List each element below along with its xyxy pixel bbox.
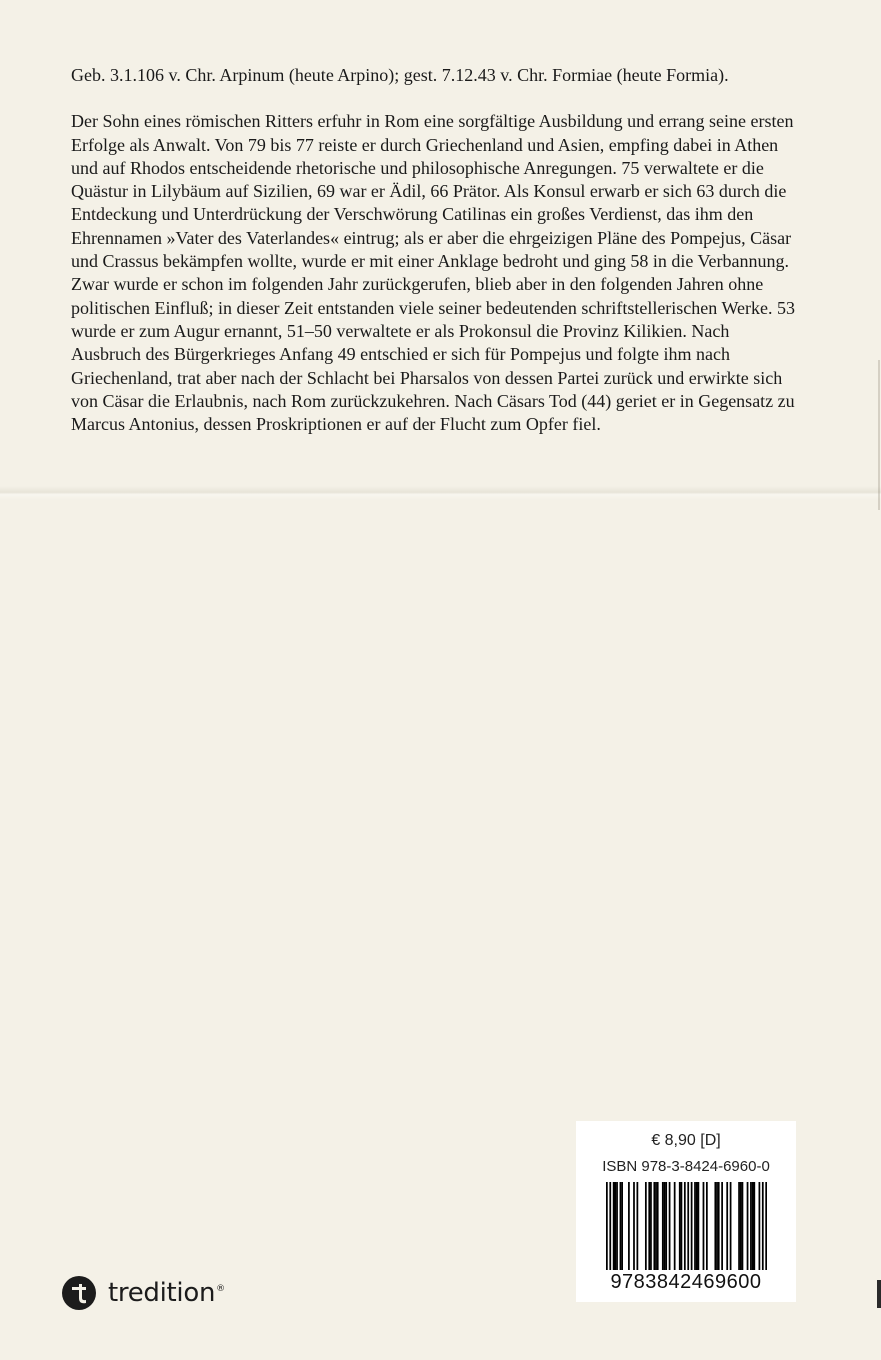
barcode-bar	[616, 1182, 618, 1270]
barcode-bar	[655, 1182, 657, 1270]
barcode-bar	[726, 1182, 728, 1270]
barcode-bar	[765, 1182, 767, 1270]
barcode-bar	[653, 1182, 655, 1270]
publisher-name	[108, 1278, 225, 1308]
page-edge-mark	[877, 1280, 881, 1308]
barcode-bar	[753, 1182, 755, 1270]
barcode-bar	[628, 1182, 630, 1270]
tredition-logo-icon	[62, 1276, 96, 1310]
price-text: € 8,90 [D]	[651, 1132, 721, 1149]
barcode-bar	[718, 1182, 720, 1270]
barcode-bar	[714, 1182, 716, 1270]
barcode-bar	[664, 1182, 666, 1270]
publisher-logo	[62, 1275, 225, 1311]
author-dates: Geb. 3.1.106 v. Chr. Arpinum (heute Arpino); gest. 7.12.43 v. Chr. Formiae (heute Formia).	[71, 65, 729, 85]
barcode-bar	[606, 1182, 608, 1270]
barcode-bar	[669, 1182, 671, 1270]
barcode-bar	[650, 1182, 652, 1270]
barcode-bar	[614, 1182, 616, 1270]
barcode-bar	[706, 1182, 708, 1270]
barcode-bar	[698, 1182, 700, 1270]
barcode-bar	[740, 1182, 742, 1270]
back-cover-blurb	[71, 64, 801, 436]
barcode-bar	[687, 1182, 689, 1270]
barcode-bar	[613, 1182, 615, 1270]
barcode-bar	[716, 1182, 718, 1270]
barcode-bar	[609, 1182, 611, 1270]
barcode-bar	[681, 1182, 683, 1270]
registered-mark: ®	[216, 1284, 225, 1295]
barcode-bar	[752, 1182, 754, 1270]
barcode-bar	[665, 1182, 667, 1270]
barcode-bar	[674, 1182, 676, 1270]
barcode-bar	[684, 1182, 686, 1270]
barcode-number: 9783842469600	[610, 1271, 762, 1293]
author-biography: Der Sohn eines römischen Ritters erfuhr in Rom eine sorgfältige Ausbildung und errang seine ersten Erfolge als Anwalt. Von 79 bis 77 reiste er durch Griechenland und Asien, empfing dabei in Athen und auf Rhodos entscheidende rhetorische und philosophische Anregungen. 75 verwaltete er die Quästur in Lilybäum auf Sizilien, 69 war er Ädil, 66 Prätor. Als Konsul erwarb er sich 63 durch die Entdeckung und Unterdrückung der Verschwörung Catilinas ein großes Verdienst, das ihm den Ehrennamen »Vater des Vaterlandes« eintrug; als er aber die ehrgeizigen Pläne des Pompejus, Cäsar und Crassus bekämpfen wollte, wurde er mit einer Anklage bedroht und ging 58 in die Verbannung. Zwar wurde er schon im folgenden Jahr zurückgerufen, blieb aber in den folgenden Jahren ohne politischen Einfluß; in dieser Zeit entstanden viele seiner bedeutenden schriftstellerischen Werke. 53 wurde er zum Augur ernannt, 51–50 verwaltete er als Prokonsul die Provinz Kilikien. Nach Ausbruch des Bürgerkrieges Anfang 49 entschied er sich für Pompejus und folgte ihm nach Griechenland, trat aber nach der Schlacht bei Pharsalos von dessen Partei zurück und erwirkte sich von Cäsar die Erlaubnis, nach Rom zurückzukehren. Nach Cäsars Tod (44) geriet er in Gegensatz zu Marcus Antonius, dessen Proskriptionen er auf der Flucht zum Opfer fiel.	[71, 111, 795, 435]
barcode-bar	[762, 1182, 764, 1270]
barcode-bar	[730, 1182, 732, 1270]
barcode	[606, 1182, 767, 1270]
barcode-bar	[738, 1182, 740, 1270]
barcode-bar	[750, 1182, 752, 1270]
barcode-bar	[648, 1182, 650, 1270]
barcode-bar	[621, 1182, 623, 1270]
publisher-name-text: tredition	[108, 1278, 216, 1308]
barcode-bar	[633, 1182, 635, 1270]
isbn-text: ISBN 978-3-8424-6960-0	[602, 1158, 770, 1175]
barcode-bar	[747, 1182, 749, 1270]
barcode-bar	[662, 1182, 664, 1270]
price-barcode-label	[576, 1121, 796, 1302]
barcode-bar	[637, 1182, 639, 1270]
barcode-bar	[742, 1182, 744, 1270]
barcode-bar	[721, 1182, 723, 1270]
barcode-bar	[694, 1182, 696, 1270]
barcode-bar	[657, 1182, 659, 1270]
barcode-bar	[703, 1182, 705, 1270]
page-edge-shadow	[878, 360, 880, 510]
barcode-bar	[679, 1182, 681, 1270]
barcode-bar	[691, 1182, 693, 1270]
barcode-bar	[645, 1182, 647, 1270]
barcode-bar	[696, 1182, 698, 1270]
paper-fold-line	[0, 486, 881, 500]
barcode-bar	[620, 1182, 622, 1270]
barcode-bar	[759, 1182, 761, 1270]
